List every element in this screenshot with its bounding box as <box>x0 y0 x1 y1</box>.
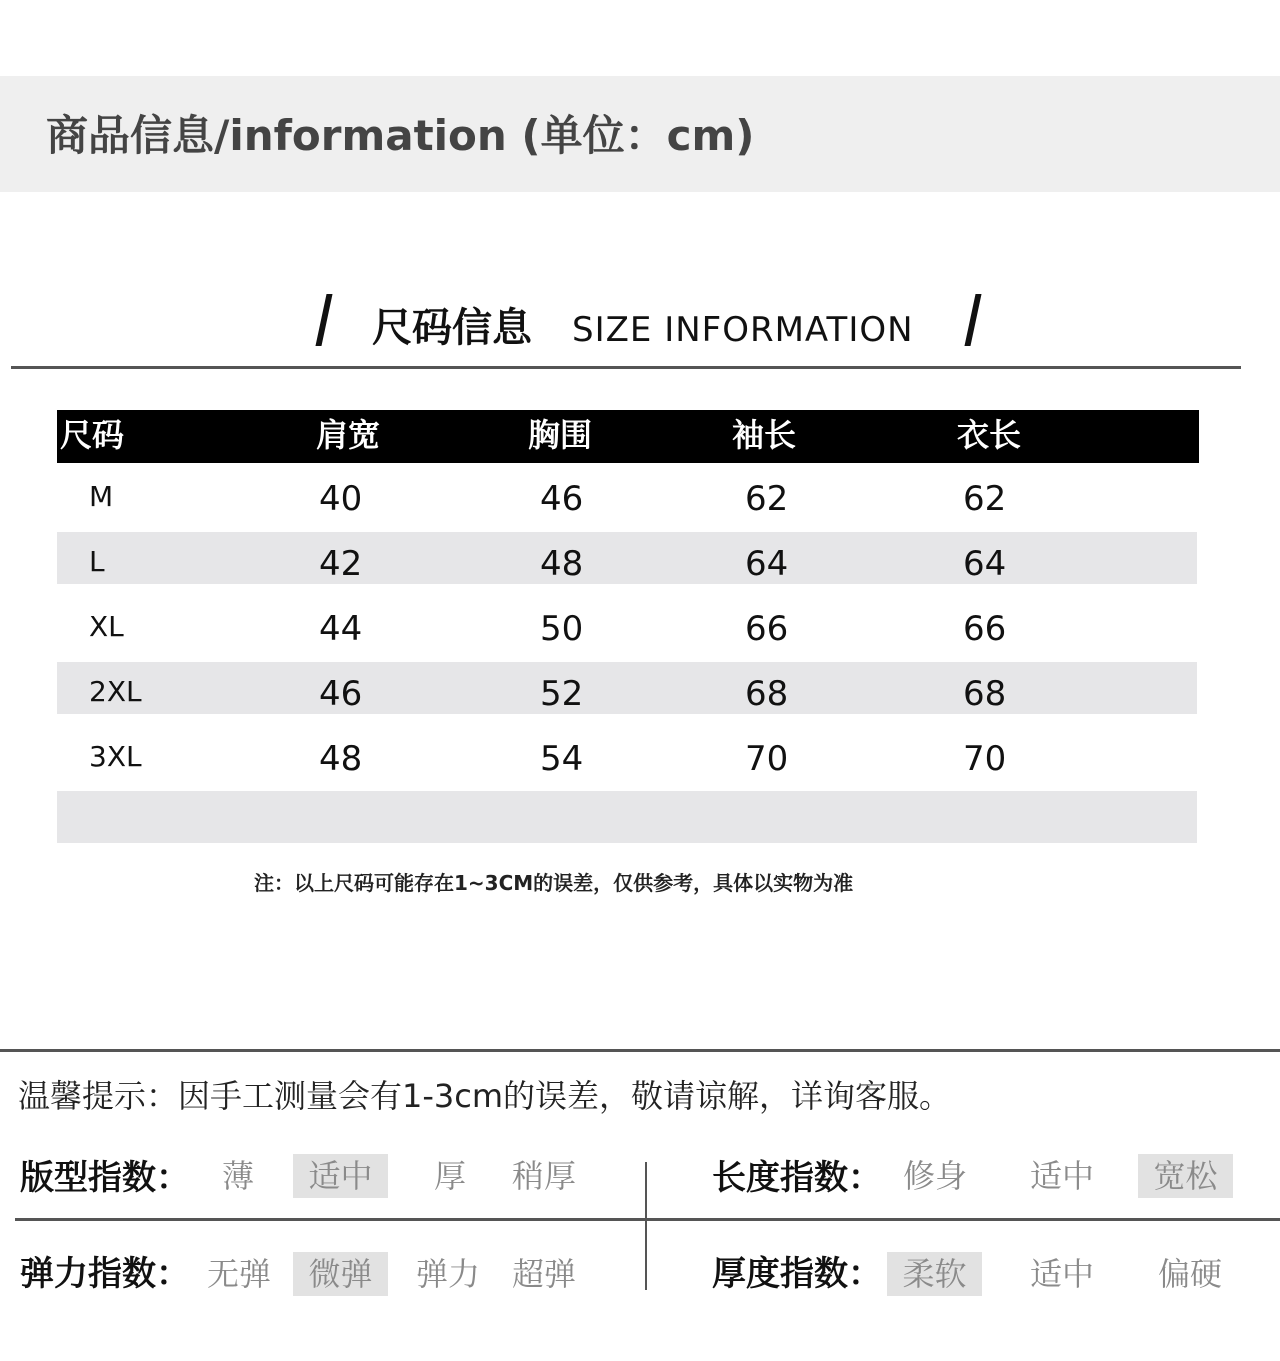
elasticity-option-super: 超弹 <box>511 1255 576 1293</box>
vertical-divider <box>645 1162 647 1290</box>
cell-length: 64 <box>963 544 1007 584</box>
section-divider <box>0 1049 1280 1052</box>
cell-sleeve: 68 <box>745 674 789 714</box>
cell-sleeve: 64 <box>745 544 789 584</box>
cell-chest: 48 <box>540 544 584 584</box>
elasticity-index-label: 弹力指数： <box>20 1254 190 1294</box>
fit-option-medium: 适中 <box>293 1154 388 1198</box>
cell-shoulder: 44 <box>319 609 363 649</box>
row-shading <box>57 532 1197 584</box>
header-size: 尺码 <box>60 416 125 454</box>
cell-chest: 54 <box>540 739 584 779</box>
elasticity-option-none: 无弹 <box>206 1255 271 1293</box>
row-shading <box>57 662 1197 714</box>
cell-chest: 46 <box>540 479 584 519</box>
measurement-note: 注：以上尺码可能存在1~3CM的误差，仅供参考，具体以实物为准 <box>254 871 854 895</box>
length-index-label: 长度指数： <box>712 1158 882 1198</box>
size-table <box>57 410 1199 788</box>
cell-chest: 50 <box>540 609 584 649</box>
fit-index-label: 版型指数： <box>20 1158 190 1198</box>
table-row <box>57 463 1199 528</box>
cell-length: 62 <box>963 479 1007 519</box>
cell-size: L <box>89 545 105 578</box>
horizontal-divider <box>15 1218 1280 1221</box>
thickness-option-soft: 柔软 <box>887 1252 982 1296</box>
size-section-title-cn: 尺码信息 <box>372 305 532 351</box>
size-section-title-en: SIZE INFORMATION <box>572 310 914 350</box>
cell-length: 70 <box>963 739 1007 779</box>
cell-shoulder: 40 <box>319 479 363 519</box>
header-length: 衣长 <box>957 416 1022 454</box>
table-row <box>57 528 1199 593</box>
cell-shoulder: 46 <box>319 674 363 714</box>
header-chest: 胸围 <box>528 416 593 454</box>
header-sleeve: 袖长 <box>732 416 797 454</box>
fit-option-slightly-thick: 稍厚 <box>511 1157 576 1195</box>
elasticity-option-stretch: 弹力 <box>415 1255 480 1293</box>
length-option-loose: 宽松 <box>1138 1154 1233 1198</box>
table-row <box>57 658 1199 723</box>
section-divider <box>11 366 1241 369</box>
thickness-option-medium: 适中 <box>1029 1255 1094 1293</box>
cell-length: 68 <box>963 674 1007 714</box>
cell-chest: 52 <box>540 674 584 714</box>
cell-shoulder: 48 <box>319 739 363 779</box>
thickness-option-stiff: 偏硬 <box>1157 1255 1222 1293</box>
table-empty-row <box>57 791 1197 843</box>
cell-shoulder: 42 <box>319 544 363 584</box>
cell-size: 2XL <box>89 675 142 708</box>
cell-sleeve: 70 <box>745 739 789 779</box>
table-header-row <box>57 410 1199 463</box>
cell-size: M <box>89 480 114 513</box>
fit-option-thick: 厚 <box>433 1157 466 1195</box>
cell-sleeve: 62 <box>745 479 789 519</box>
slash-divider-right <box>964 294 981 346</box>
page-title: 商品信息/information (单位：cm) <box>46 111 755 160</box>
cell-sleeve: 66 <box>745 609 789 649</box>
thickness-index-label: 厚度指数： <box>712 1254 882 1294</box>
table-row <box>57 593 1199 658</box>
table-row <box>57 723 1199 788</box>
cell-size: XL <box>89 610 124 643</box>
slash-divider-left <box>315 294 332 346</box>
length-option-medium: 适中 <box>1029 1157 1094 1195</box>
cell-size: 3XL <box>89 740 142 773</box>
cell-length: 66 <box>963 609 1007 649</box>
warm-tip: 温馨提示：因手工测量会有1-3cm的误差，敬请谅解，详询客服。 <box>18 1077 952 1115</box>
fit-option-thin: 薄 <box>221 1157 254 1195</box>
header-shoulder: 肩宽 <box>316 416 381 454</box>
elasticity-option-slight: 微弹 <box>293 1252 388 1296</box>
length-option-slim: 修身 <box>902 1157 967 1195</box>
